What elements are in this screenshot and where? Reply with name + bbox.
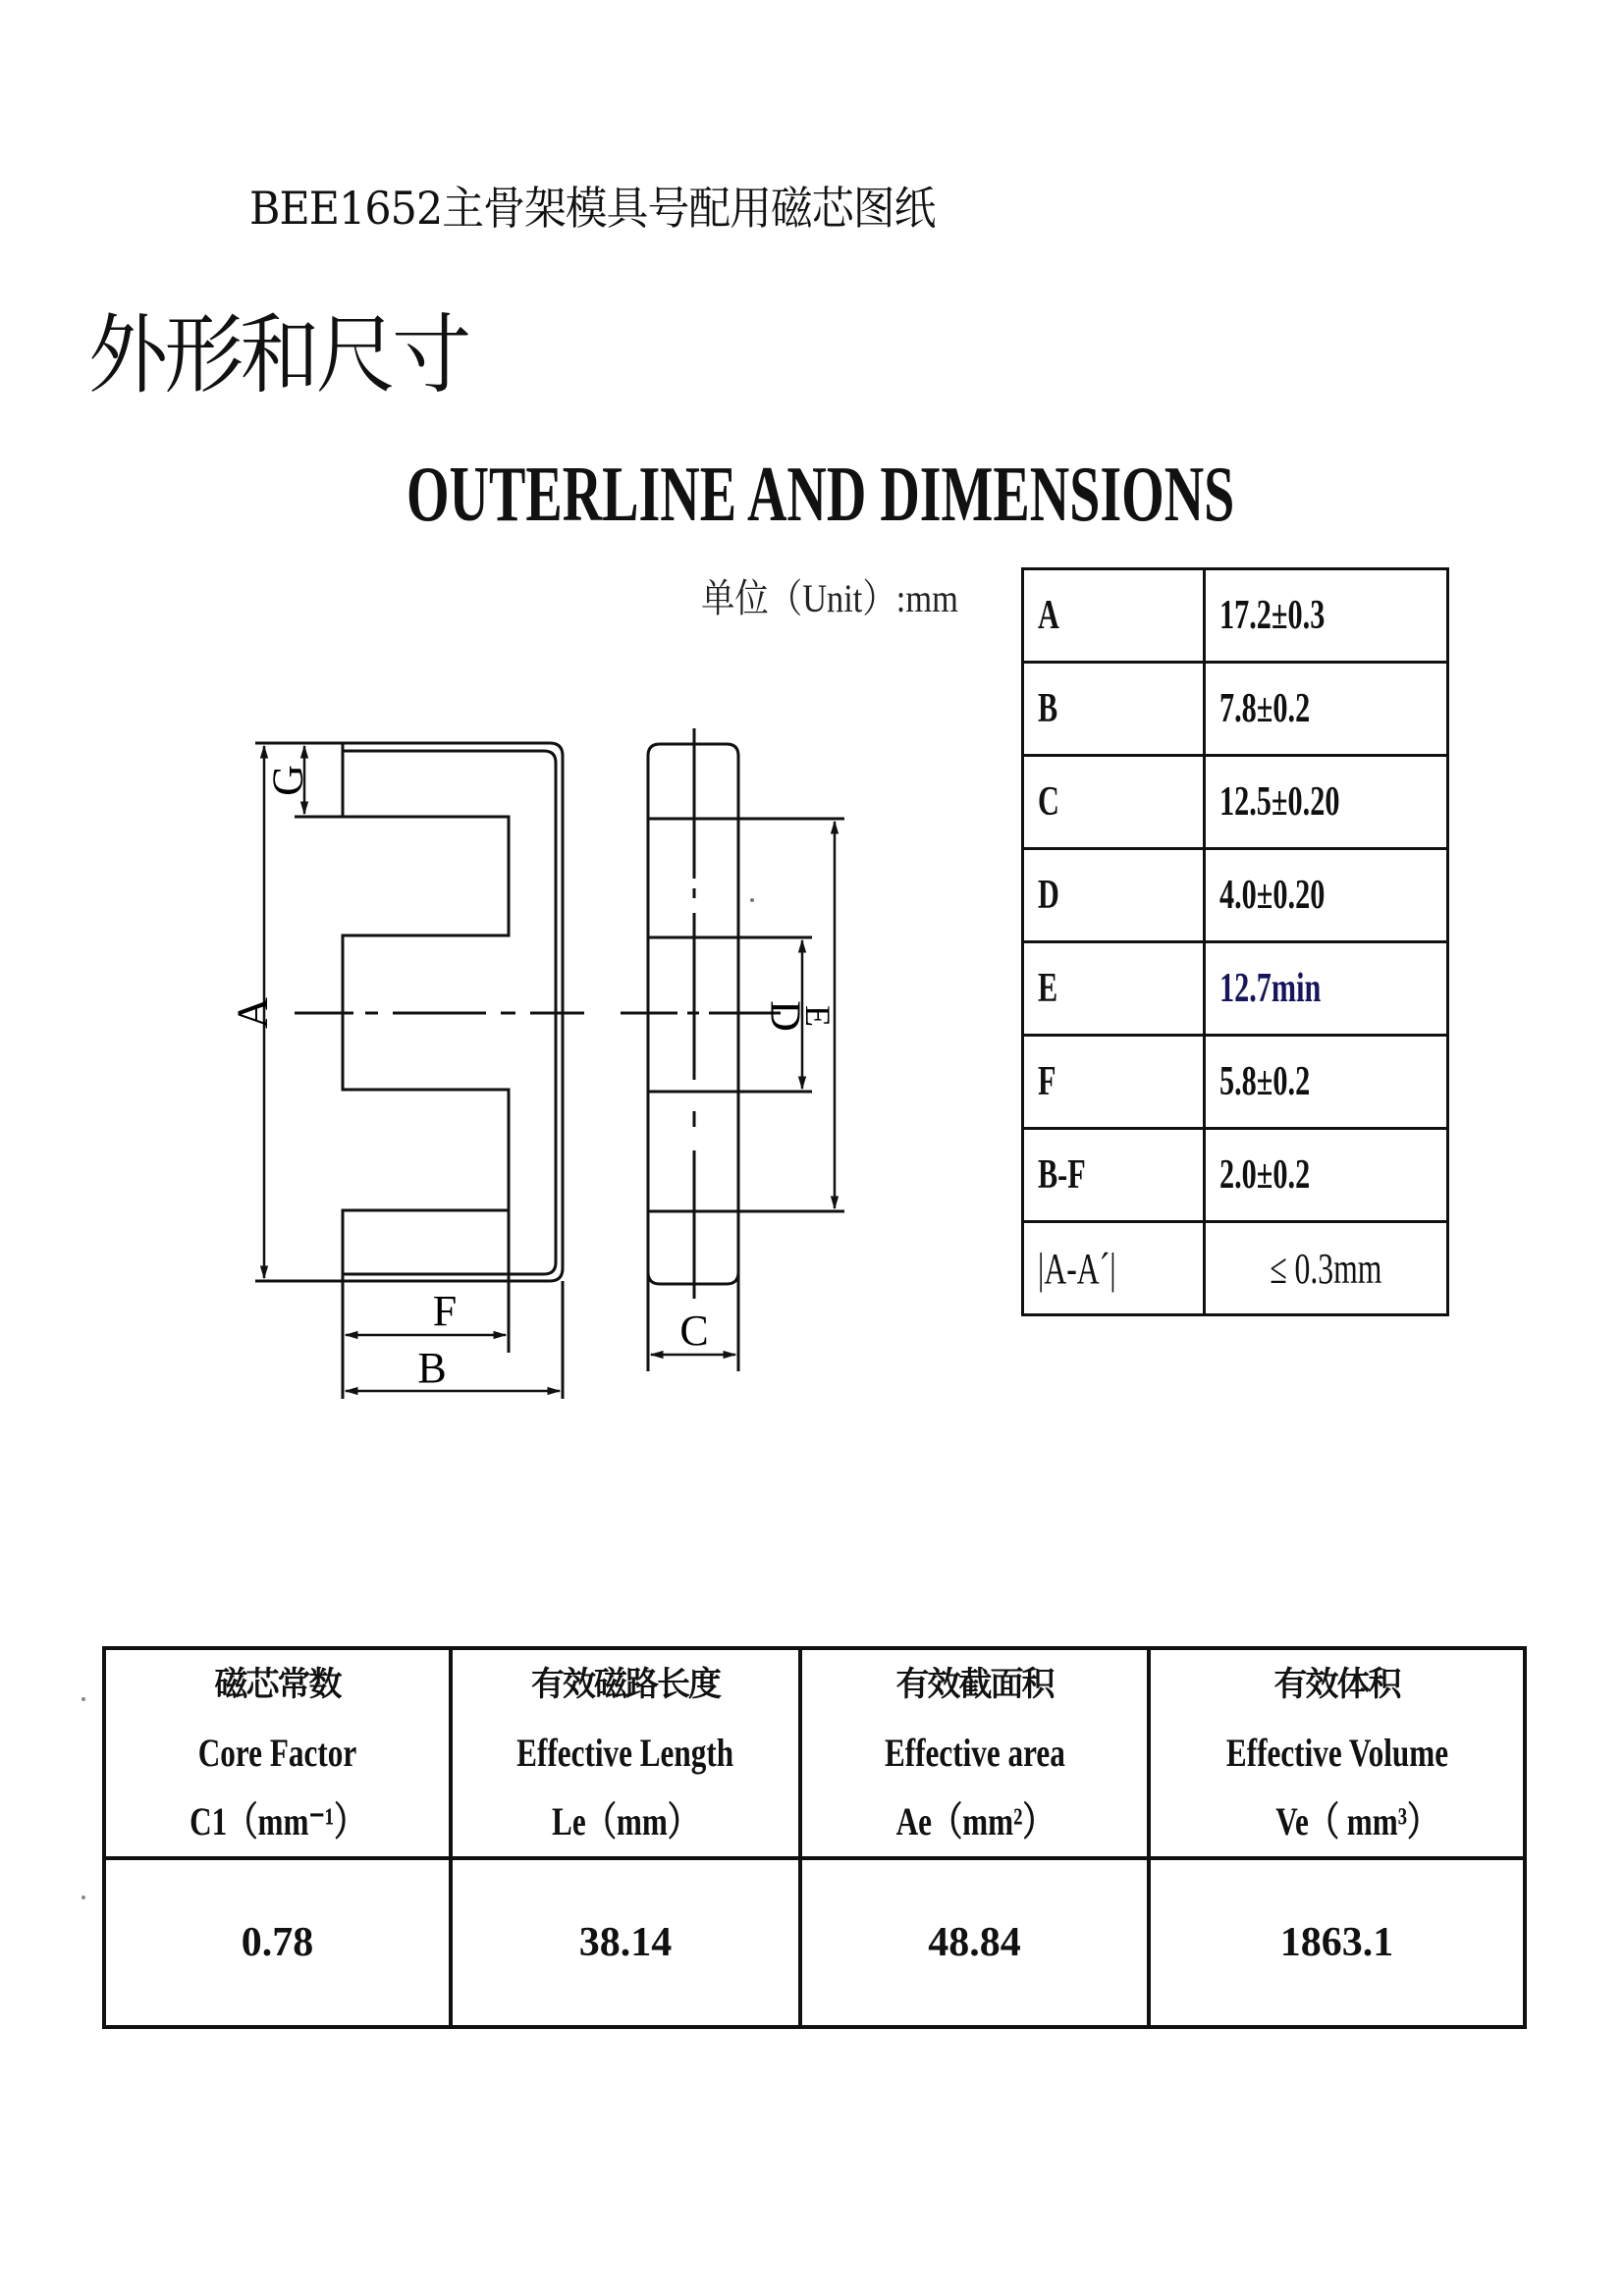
- dimension-value: 17.2±0.3: [1205, 569, 1448, 663]
- dimension-value: 2.0±0.2: [1205, 1129, 1448, 1222]
- label-F: F: [432, 1287, 458, 1335]
- table-row: [1023, 1129, 1448, 1222]
- side-dimension-lines: [651, 822, 835, 1355]
- dimension-label: |A-A´|: [1023, 1222, 1205, 1315]
- dimension-value: 12.5±0.20: [1205, 756, 1448, 849]
- table-row: [1023, 756, 1448, 849]
- table-row: [1023, 1036, 1448, 1129]
- dimension-label: F: [1023, 1036, 1205, 1129]
- front-view: [255, 743, 563, 1399]
- section-heading-en: OUTERLINE AND DIMENSIONS: [406, 452, 1235, 538]
- label-G: G: [263, 765, 312, 796]
- dimension-label: A: [1023, 569, 1205, 663]
- table-row: [1023, 849, 1448, 942]
- dimension-value: 7.8±0.2: [1205, 663, 1448, 756]
- core-properties-table: [102, 1646, 1527, 2029]
- dimension-value: 5.8±0.2: [1205, 1036, 1448, 1129]
- dimension-value: ≤ 0.3mm: [1205, 1222, 1448, 1315]
- core-factor-value: 0.78: [104, 1858, 451, 2027]
- dimension-value: 12.7min: [1205, 942, 1448, 1036]
- label-B: B: [417, 1344, 447, 1392]
- table-row: [1023, 942, 1448, 1036]
- scan-speck: [81, 1896, 85, 1899]
- label-A: A: [228, 997, 277, 1029]
- table-row: [1023, 663, 1448, 756]
- label-E: E: [798, 1005, 838, 1027]
- document-title: BEE1652主骨架模具号配用磁芯图纸: [249, 182, 936, 235]
- table-row: [1023, 569, 1448, 663]
- table-row: [1023, 1222, 1448, 1315]
- effective-volume-value: 1863.1: [1149, 1858, 1525, 2027]
- dimension-table: [1021, 567, 1449, 1316]
- section-heading-cn: 外形和尺寸: [88, 304, 468, 405]
- column-header: 有效截面积 Effective area Ae（mm²）: [800, 1648, 1149, 1858]
- dimension-label: B-F: [1023, 1129, 1205, 1222]
- label-C: C: [679, 1307, 709, 1355]
- dimension-label: B: [1023, 663, 1205, 756]
- table-row: [104, 1858, 1525, 2027]
- unit-label: 单位（Unit）:mm: [701, 576, 958, 620]
- scan-speck: [81, 1697, 85, 1701]
- dimension-label: D: [1023, 849, 1205, 942]
- label-D: D: [761, 1000, 810, 1032]
- column-header: 磁芯常数 Core Factor C1（mm⁻¹）: [104, 1648, 451, 1858]
- dimension-label: C: [1023, 756, 1205, 849]
- column-header: 有效体积 Effective Volume Ve（ mm³）: [1149, 1648, 1525, 1858]
- table-header-row: [104, 1648, 1525, 1858]
- dimension-label: E: [1023, 942, 1205, 1036]
- effective-length-value: 38.14: [451, 1858, 800, 2027]
- side-view: [648, 728, 844, 1371]
- column-header: 有效磁路长度 Effective Length Le（mm）: [451, 1648, 800, 1858]
- effective-area-value: 48.84: [800, 1858, 1149, 2027]
- dimension-value: 4.0±0.20: [1205, 849, 1448, 942]
- dimension-lines: [264, 746, 560, 1391]
